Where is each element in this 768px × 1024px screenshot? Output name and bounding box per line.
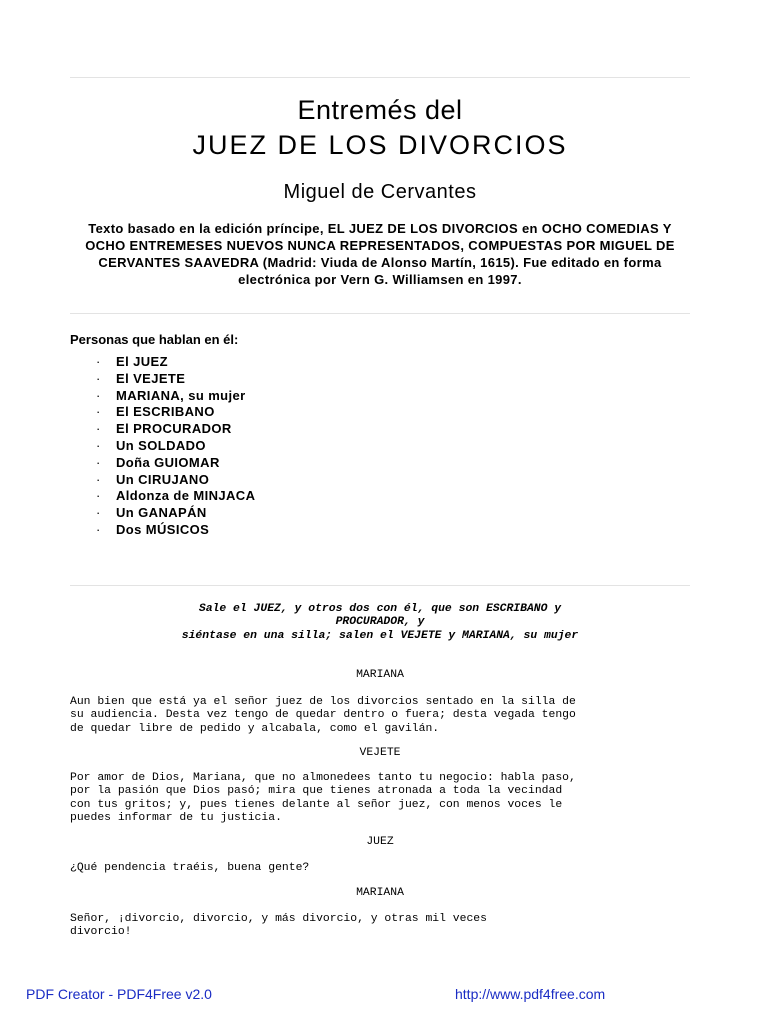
persona-item xyxy=(96,354,255,371)
persona-name: El JUEZ xyxy=(116,354,168,369)
personas-list xyxy=(96,354,255,539)
persona-item xyxy=(96,404,255,421)
title-line-2: JUEZ DE LOS DIVORCIOS xyxy=(192,130,568,160)
speaker-name: MARIANA xyxy=(356,887,404,899)
persona-name: Un CIRUJANO xyxy=(116,471,210,487)
persona-item xyxy=(96,472,255,489)
persona-item xyxy=(96,421,255,438)
stage-direction-line: PROCURADOR, y xyxy=(335,616,425,629)
persona-item xyxy=(96,438,255,455)
bullet-icon: · xyxy=(96,454,101,470)
bullet-icon: · xyxy=(96,437,101,453)
personas-heading: Personas que hablan en él: xyxy=(70,332,239,347)
persona-item xyxy=(96,455,255,472)
persona-item xyxy=(96,488,255,505)
stage-direction-line: Sale el JUEZ, y otros dos con él, que son ESCRIBANO y xyxy=(198,603,562,615)
speaker-name: JUEZ xyxy=(366,836,394,848)
bullet-icon: · xyxy=(96,354,101,369)
persona-item xyxy=(96,388,255,405)
persona-item xyxy=(96,505,255,522)
speech-text: Aun bien que está ya el señor juez de los divorcios sentado en la silla de su audiencia. Desta vez tengo de quedar dentro o fuera; desta vegada tengo de quedar libre de pedido y alcabala, como el gavilán. xyxy=(70,696,576,735)
stage-direction-line: siéntase en una silla; salen el VEJETE y MARIANA, su mujer xyxy=(181,629,579,642)
speech-text: Señor, ¡divorcio, divorcio, y más divorcio, y otras mil veces divorcio! xyxy=(70,913,487,939)
bullet-icon: · xyxy=(96,488,101,504)
bullet-icon: · xyxy=(96,421,101,437)
bullet-icon: · xyxy=(96,521,101,537)
persona-name: Aldonza de MINJACA xyxy=(116,488,256,504)
persona-name: MARIANA, su mujer xyxy=(116,387,246,403)
author-name: Miguel de Cervantes xyxy=(283,181,477,203)
bullet-icon: · xyxy=(96,370,101,386)
speech-text: Por amor de Dios, Mariana, que no almonedees tanto tu negocio: habla paso, por la pasión que Dios pasó; mira que tienes atronada a toda la vecindad con tus gritos; y, pues tienes delante al señor juez, con menos voces le puedes informar de tu justicia. xyxy=(70,772,576,824)
persona-name: Un GANAPÁN xyxy=(116,505,207,521)
edition-note: Texto basado en la edición príncipe, EL JUEZ DE LOS DIVORCIOS en OCHO COMEDIAS Y OCHO ENTREMESES NUEVOS NUNCA REPRESENTADOS, COMPUESTAS POR MIGUEL DE CERVANTES SAAVEDRA (Madrid: Viuda de Alonso Martín, 1615). Fue editado en forma electrónica por Vern G. Williamsen en 1997. xyxy=(85,221,675,287)
persona-name: Un SOLDADO xyxy=(116,437,206,453)
persona-name: El ESCRIBANO xyxy=(116,404,215,420)
title-line-1: Entremés del xyxy=(297,95,463,125)
speaker-name: VEJETE xyxy=(359,747,401,759)
pdf4free-link[interactable]: http://www.pdf4free.com xyxy=(455,986,606,1002)
top-divider xyxy=(70,77,690,78)
bullet-icon: · xyxy=(96,505,101,521)
bullet-icon: · xyxy=(96,404,101,420)
persona-item xyxy=(96,522,255,539)
divider-before-play xyxy=(70,585,690,586)
persona-name: El VEJETE xyxy=(116,370,186,386)
persona-item xyxy=(96,371,255,388)
pdf-creator-label: PDF Creator - PDF4Free v2.0 xyxy=(26,986,212,1002)
divider-after-intro xyxy=(70,313,690,314)
persona-name: Dos MÚSICOS xyxy=(116,521,210,537)
bullet-icon: · xyxy=(96,471,101,487)
persona-name: El PROCURADOR xyxy=(116,421,232,437)
speaker-name: MARIANA xyxy=(356,669,404,681)
persona-name: Doña GUIOMAR xyxy=(116,454,220,470)
stage-direction xyxy=(70,603,690,643)
speech-text: ¿Qué pendencia traéis, buena gente? xyxy=(70,862,310,874)
bullet-icon: · xyxy=(96,387,101,403)
